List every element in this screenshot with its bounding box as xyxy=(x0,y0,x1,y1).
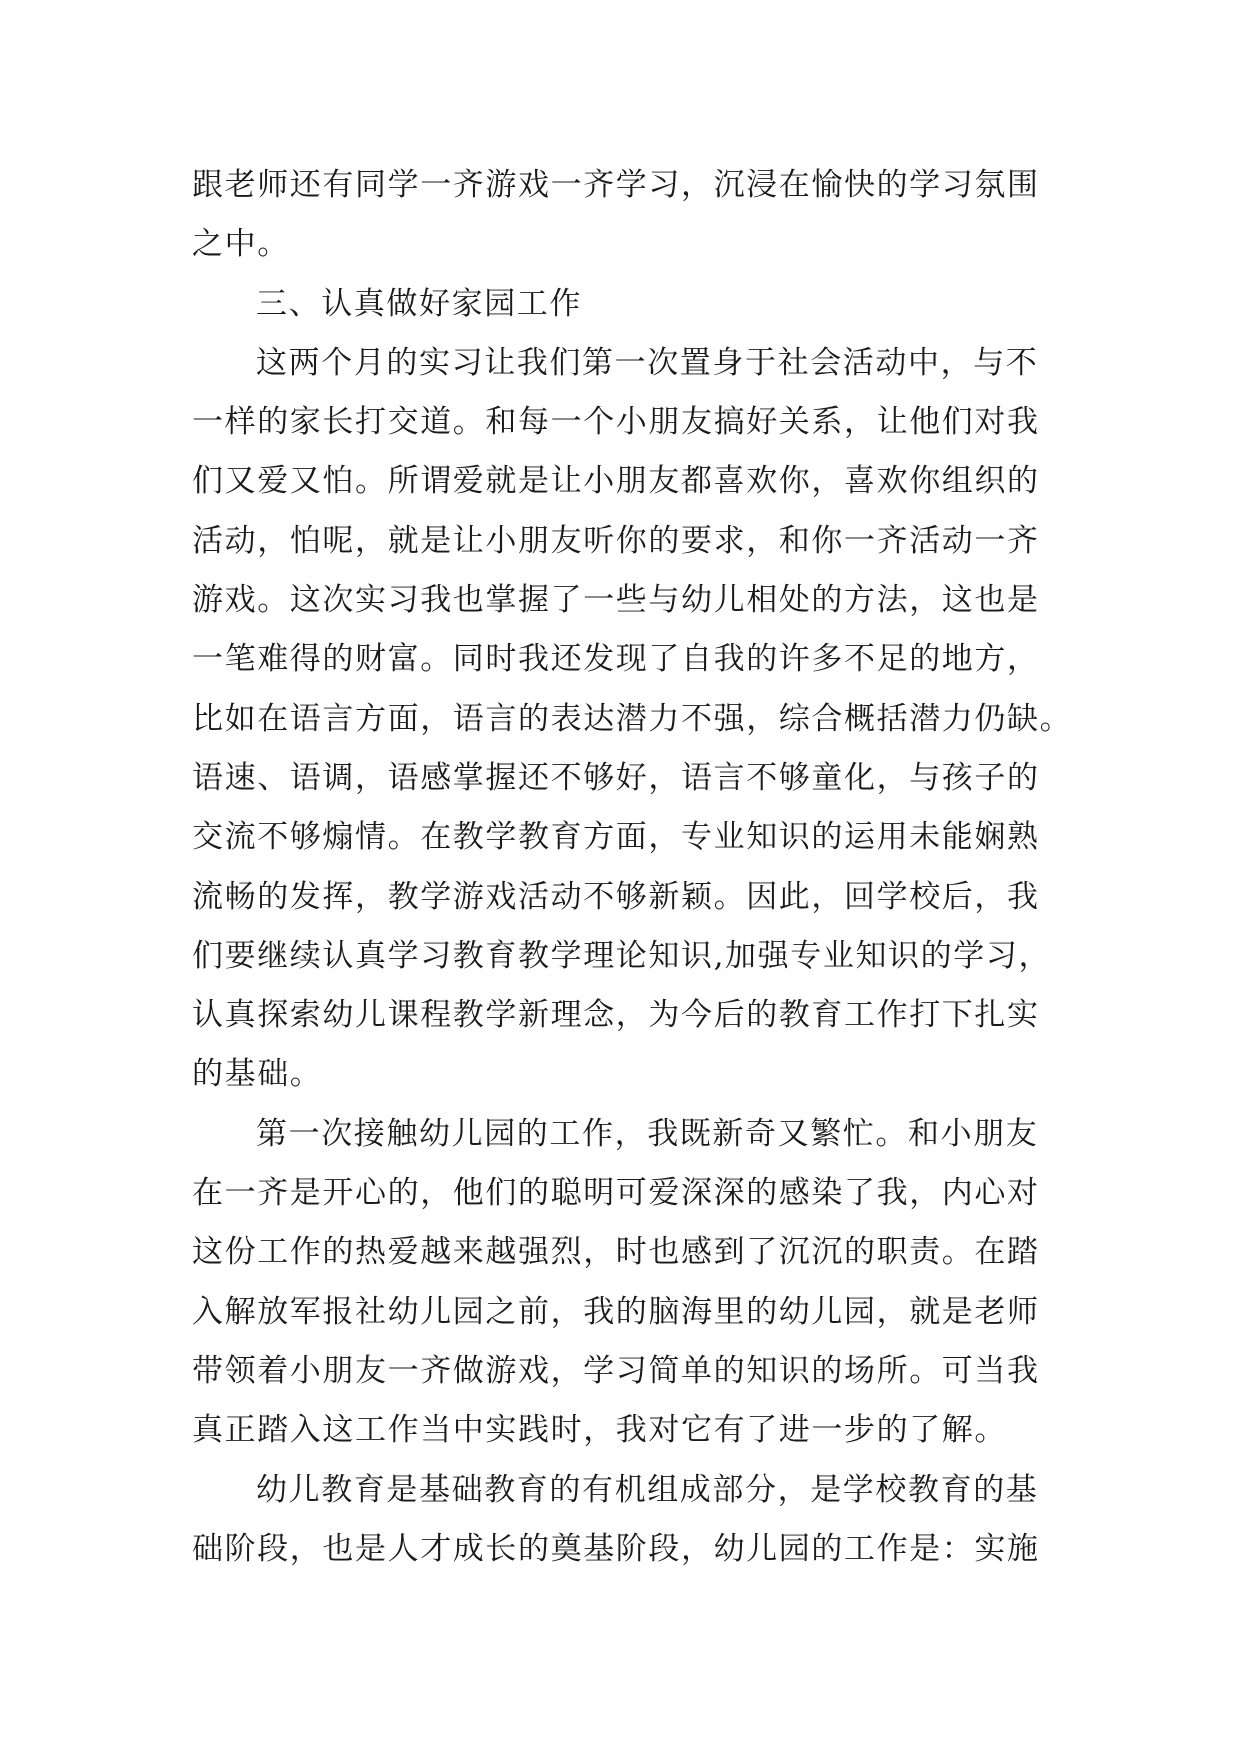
text-line: 础阶段，也是人才成长的奠基阶段，幼儿园的工作是：实施 xyxy=(192,1530,1040,1567)
text-line: 活动，怕呢，就是让小朋友听你的要求，和你一齐活动一齐 xyxy=(192,522,1040,559)
text-line: 交流不够煽情。在教学教育方面，专业知识的运用未能娴熟 xyxy=(192,819,1040,856)
text-line: 真正踏入这工作当中实践时，我对它有了进一步的了解。 xyxy=(192,1412,1007,1449)
text-line: 认真探索幼儿课程教学新理念，为今后的教育工作打下扎实 xyxy=(192,997,1040,1034)
text-line: 这两个月的实习让我们第一次置身于社会活动中，与不 xyxy=(256,344,1039,381)
text-line: 之中。 xyxy=(192,226,290,263)
text-line: 幼儿教育是基础教育的有机组成部分，是学校教育的基 xyxy=(256,1471,1039,1508)
text-line: 一样的家长打交道。和每一个小朋友搞好关系，让他们对我 xyxy=(192,404,1040,441)
text-line: 们又爱又怕。所谓爱就是让小朋友都喜欢你，喜欢你组织的 xyxy=(192,463,1040,500)
text-line: 游戏。这次实习我也掌握了一些与幼儿相处的方法，这也是 xyxy=(192,582,1040,619)
text-line: 这份工作的热爱越来越强烈，时也感到了沉沉的职责。在踏 xyxy=(192,1234,1040,1271)
text-line: 的基础。 xyxy=(192,1056,323,1093)
text-line: 们要继续认真学习教育教学理论知识,加强专业知识的学习， xyxy=(192,937,1052,974)
text-line: 第一次接触幼儿园的工作，我既新奇又繁忙。和小朋友 xyxy=(256,1115,1039,1152)
document-page xyxy=(192,156,1072,1579)
text-line: 带领着小朋友一齐做游戏，学习简单的知识的场所。可当我 xyxy=(192,1352,1040,1389)
text-line: 跟老师还有同学一齐游戏一齐学习，沉浸在愉快的学习氛围 xyxy=(192,167,1040,203)
section-heading: 三、认真做好家园工作 xyxy=(256,285,582,322)
text-line: 比如在语言方面，语言的表达潜力不强，综合概括潜力仍缺。 xyxy=(192,700,1073,737)
text-line: 流畅的发挥，教学游戏活动不够新颖。因此，回学校后，我 xyxy=(192,878,1040,915)
text-line: 语速、语调，语感掌握还不够好，语言不够童化，与孩子的 xyxy=(192,759,1040,796)
text-line: 在一齐是开心的，他们的聪明可爱深深的感染了我，内心对 xyxy=(192,1175,1040,1212)
text-line: 一笔难得的财富。同时我还发现了自我的许多不足的地方， xyxy=(192,641,1040,678)
text-line: 入解放军报社幼儿园之前，我的脑海里的幼儿园，就是老师 xyxy=(192,1293,1040,1330)
